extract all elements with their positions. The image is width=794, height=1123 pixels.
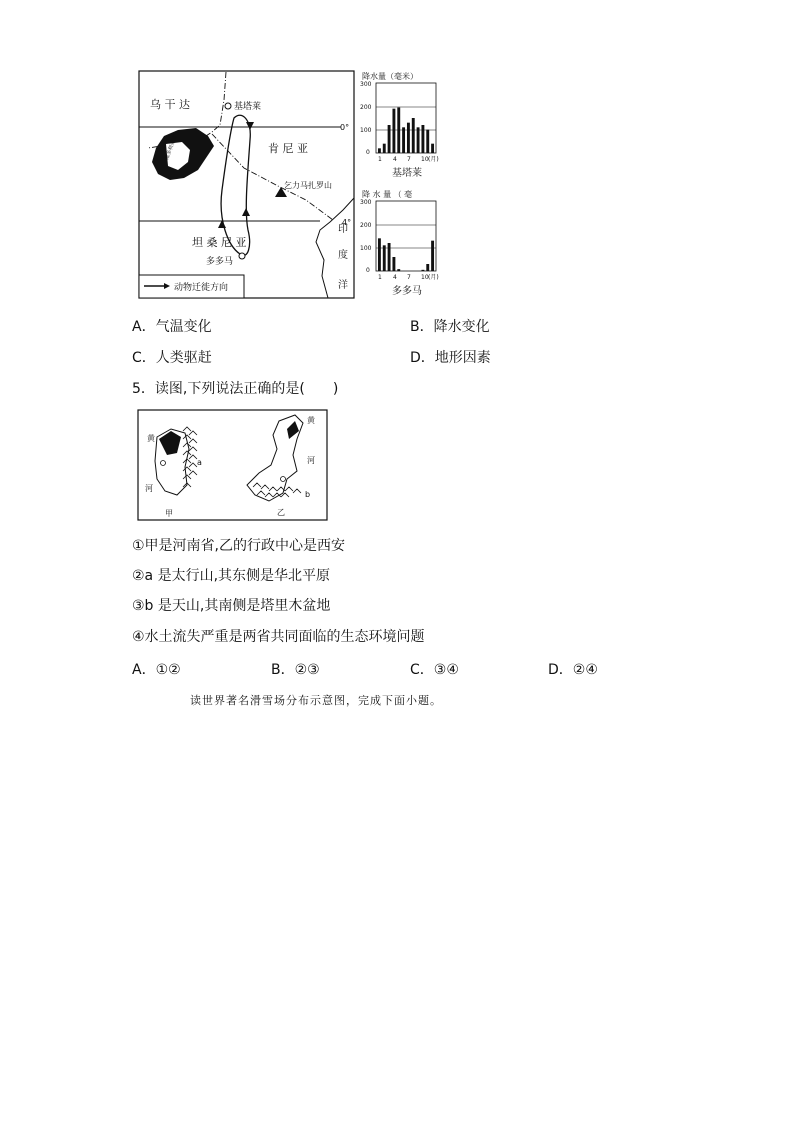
label-b: b (305, 490, 311, 499)
option-d[interactable]: D．地形因素 (410, 350, 491, 366)
migration-map (138, 70, 356, 300)
precip-bar-12 (431, 144, 434, 153)
x-tick: 10 (421, 274, 429, 281)
x-tick: 10 (421, 156, 429, 163)
kitale-label: 基塔莱 (234, 102, 262, 112)
dodoma-label: 多多马 (206, 257, 234, 267)
x-tick: 1 (378, 156, 382, 163)
dodoma-precip-chart (358, 188, 440, 300)
precip-bar-1 (378, 238, 381, 271)
chart-title: 降 水 量 （ 毫 (362, 190, 413, 199)
precip-bar-9 (417, 127, 420, 153)
legend-label: 动物迁徙方向 (174, 283, 229, 293)
precip-bar-6 (402, 127, 405, 153)
option-c[interactable]: C．③④ (410, 662, 459, 678)
option-a[interactable]: A．①② (132, 662, 181, 678)
bars (378, 238, 434, 271)
precip-bar-5 (397, 108, 400, 154)
precip-bar-4 (392, 109, 395, 153)
chart-caption: 基塔莱 (392, 168, 422, 179)
x-tick: (月) (428, 274, 439, 281)
right-river-label: 黄 (307, 416, 315, 425)
next-question-intro: 读世界著名滑雪场分布示意图，完成下面小题。 (190, 694, 442, 707)
option-c[interactable]: C．人类驱赶 (132, 350, 212, 366)
y-tick: 200 (360, 104, 372, 111)
chart-caption: 多多马 (392, 286, 422, 297)
precip-bar-11 (426, 264, 429, 271)
kilimanjaro-label: 乞力马扎罗山 (284, 181, 332, 190)
lake-label: 维多利亚湖 (164, 135, 179, 161)
label-jia: 甲 (165, 509, 173, 518)
ocean-label-2: 度 (338, 250, 348, 261)
left-river-label: 黄 (147, 434, 155, 443)
statement-2: ②a 是太行山,其东侧是华北平原 (132, 568, 331, 584)
ocean-label-3: 洋 (338, 280, 348, 291)
precip-bar-10 (421, 125, 424, 153)
question-stem: 5．读图,下列说法正确的是( ) (132, 381, 339, 397)
precip-bar-2 (383, 144, 386, 153)
precip-bar-3 (388, 125, 391, 153)
left-river-label-2: 河 (145, 484, 153, 493)
x-tick: 7 (407, 156, 411, 163)
y-tick: 100 (360, 245, 372, 252)
statement-4: ④水土流失严重是两省共同面临的生态环境问题 (132, 629, 425, 645)
x-tick: 4 (393, 156, 397, 163)
x-tick: 7 (407, 274, 411, 281)
precip-bar-7 (407, 123, 410, 153)
precip-bar-4 (392, 257, 395, 271)
precip-bar-12 (431, 241, 434, 271)
y-tick: 0 (366, 267, 370, 274)
equator-label: 0° (340, 123, 350, 132)
y-tick: 300 (360, 199, 372, 206)
statement-3: ③b 是天山,其南侧是塔里木盆地 (132, 598, 331, 614)
right-river-label-2: 河 (307, 456, 315, 465)
precip-bar-8 (412, 118, 415, 153)
statement-1: ①甲是河南省,乙的行政中心是西安 (132, 538, 346, 554)
city-marker (239, 253, 245, 259)
x-tick: (月) (428, 156, 439, 163)
precip-bar-3 (388, 243, 391, 271)
option-b[interactable]: B．②③ (271, 662, 320, 678)
ocean-label-1: 印 (338, 224, 348, 235)
option-d[interactable]: D．②④ (548, 662, 598, 678)
precip-bar-1 (378, 148, 381, 153)
option-a[interactable]: A．气温变化 (132, 319, 212, 335)
tanzania-label: 坦 桑 尼 亚 (192, 236, 247, 249)
kitale-precip-chart (358, 70, 440, 182)
y-tick: 0 (366, 149, 370, 156)
y-tick: 300 (360, 81, 372, 88)
label-a: a (197, 458, 202, 467)
label-yi: 乙 (277, 508, 285, 517)
province-map (137, 409, 329, 522)
city-marker (225, 103, 231, 109)
uganda-label: 乌 干 达 (150, 98, 190, 111)
kenya-label: 肯 尼 亚 (268, 142, 308, 155)
y-tick: 200 (360, 222, 372, 229)
x-tick: 4 (393, 274, 397, 281)
y-tick: 100 (360, 127, 372, 134)
chart-title: 降水量（毫米） (362, 72, 418, 81)
precip-bar-2 (383, 245, 386, 271)
x-tick: 1 (378, 274, 382, 281)
lat4-label: 4° (342, 218, 352, 227)
precip-bar-5 (397, 269, 400, 271)
option-b[interactable]: B．降水变化 (410, 319, 490, 335)
precip-bar-11 (426, 130, 429, 153)
precip-bar-10 (421, 270, 424, 271)
